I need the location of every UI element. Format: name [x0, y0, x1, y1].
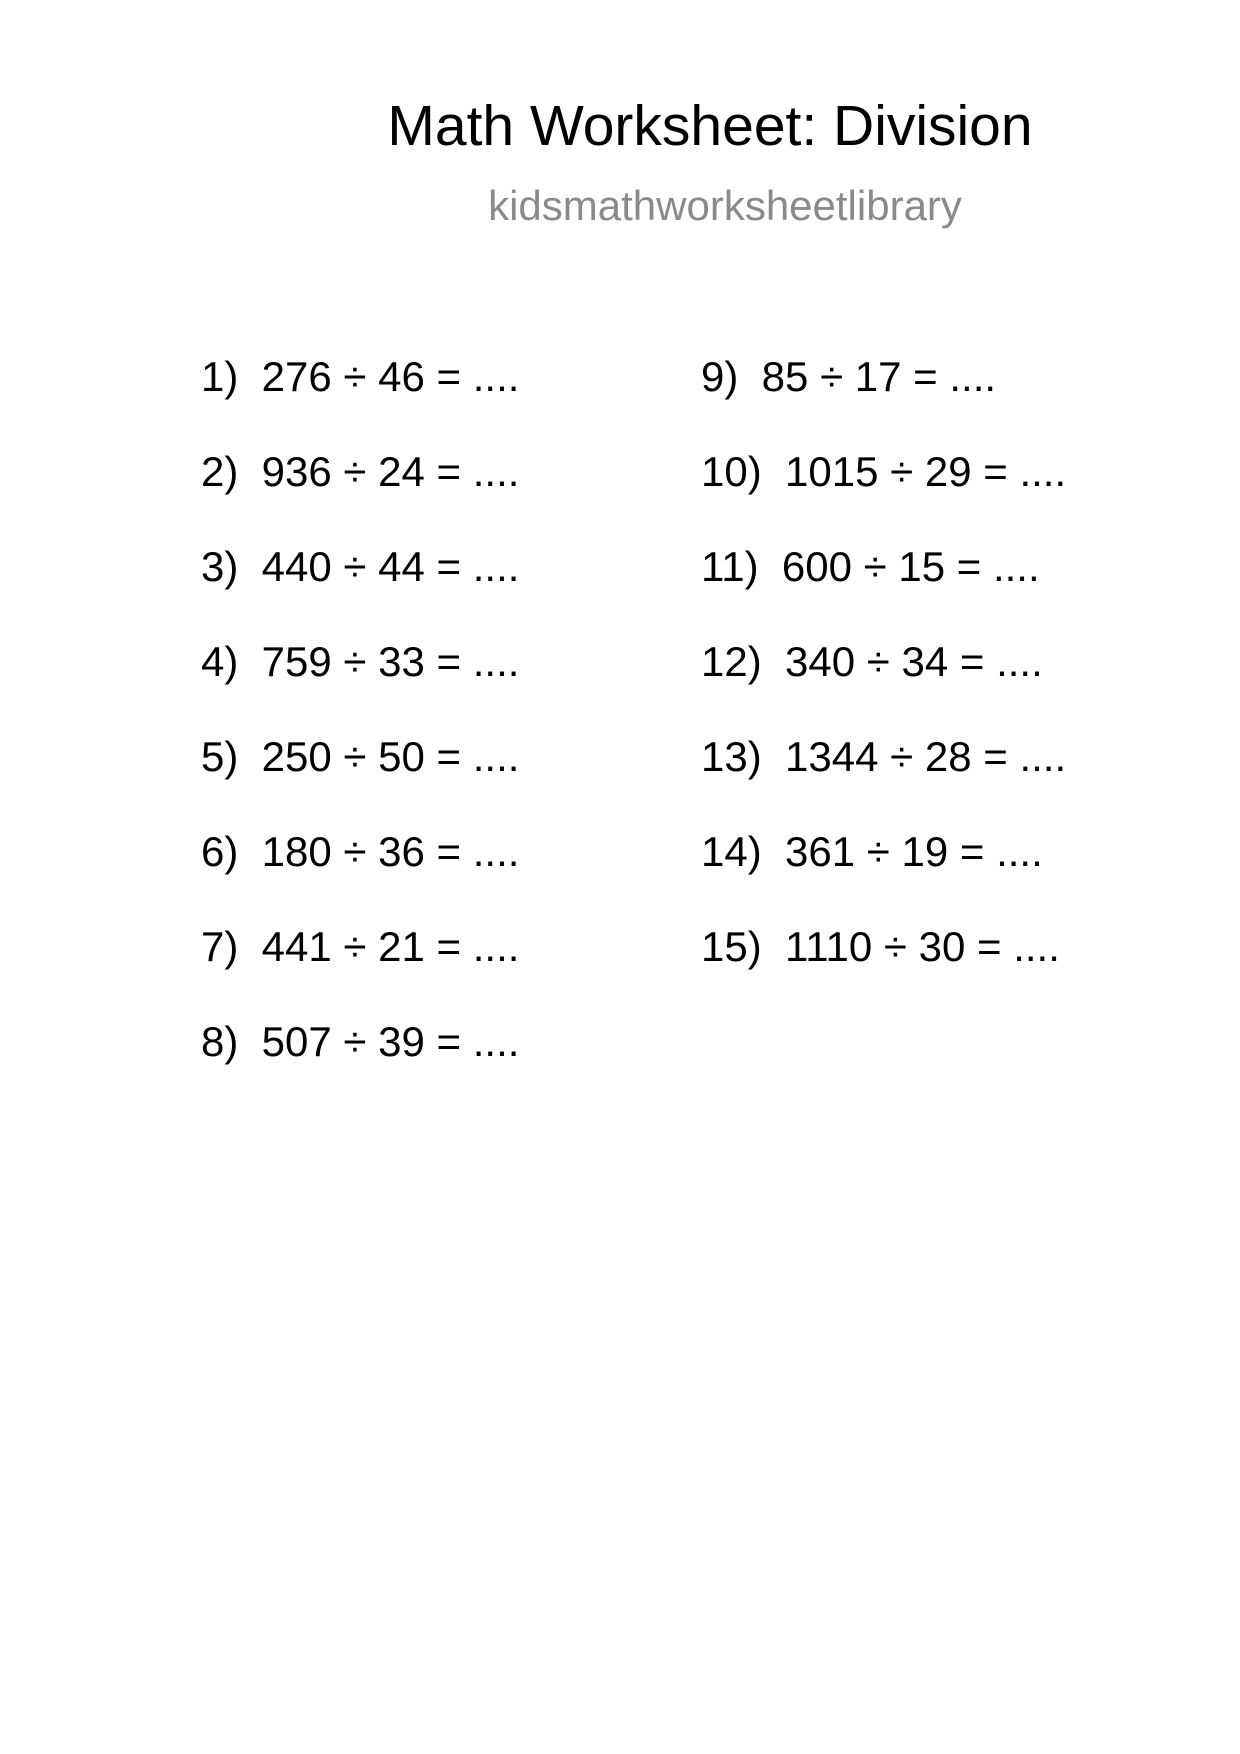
worksheet-subtitle: kidsmathworksheetlibrary	[488, 182, 962, 229]
problem-4: 4) 759 ÷ 33 = ....	[201, 638, 520, 685]
problem-13: 13) 1344 ÷ 28 = ....	[701, 733, 1067, 780]
problem-6: 6) 180 ÷ 36 = ....	[201, 828, 520, 875]
problem-9: 9) 85 ÷ 17 = ....	[701, 353, 997, 400]
problem-11: 11) 600 ÷ 15 = ....	[701, 543, 1040, 590]
problem-2: 2) 936 ÷ 24 = ....	[201, 448, 520, 495]
worksheet-title: Math Worksheet: Division	[387, 94, 1033, 158]
problem-10: 10) 1015 ÷ 29 = ....	[701, 448, 1067, 495]
problem-8: 8) 507 ÷ 39 = ....	[201, 1018, 520, 1065]
problem-7: 7) 441 ÷ 21 = ....	[201, 923, 520, 970]
problem-15: 15) 1110 ÷ 30 = ....	[701, 923, 1060, 970]
problem-3: 3) 440 ÷ 44 = ....	[201, 543, 520, 590]
problem-5: 5) 250 ÷ 50 = ....	[201, 733, 520, 780]
problem-12: 12) 340 ÷ 34 = ....	[701, 638, 1043, 685]
problem-14: 14) 361 ÷ 19 = ....	[701, 828, 1043, 875]
problem-1: 1) 276 ÷ 46 = ....	[201, 353, 520, 400]
